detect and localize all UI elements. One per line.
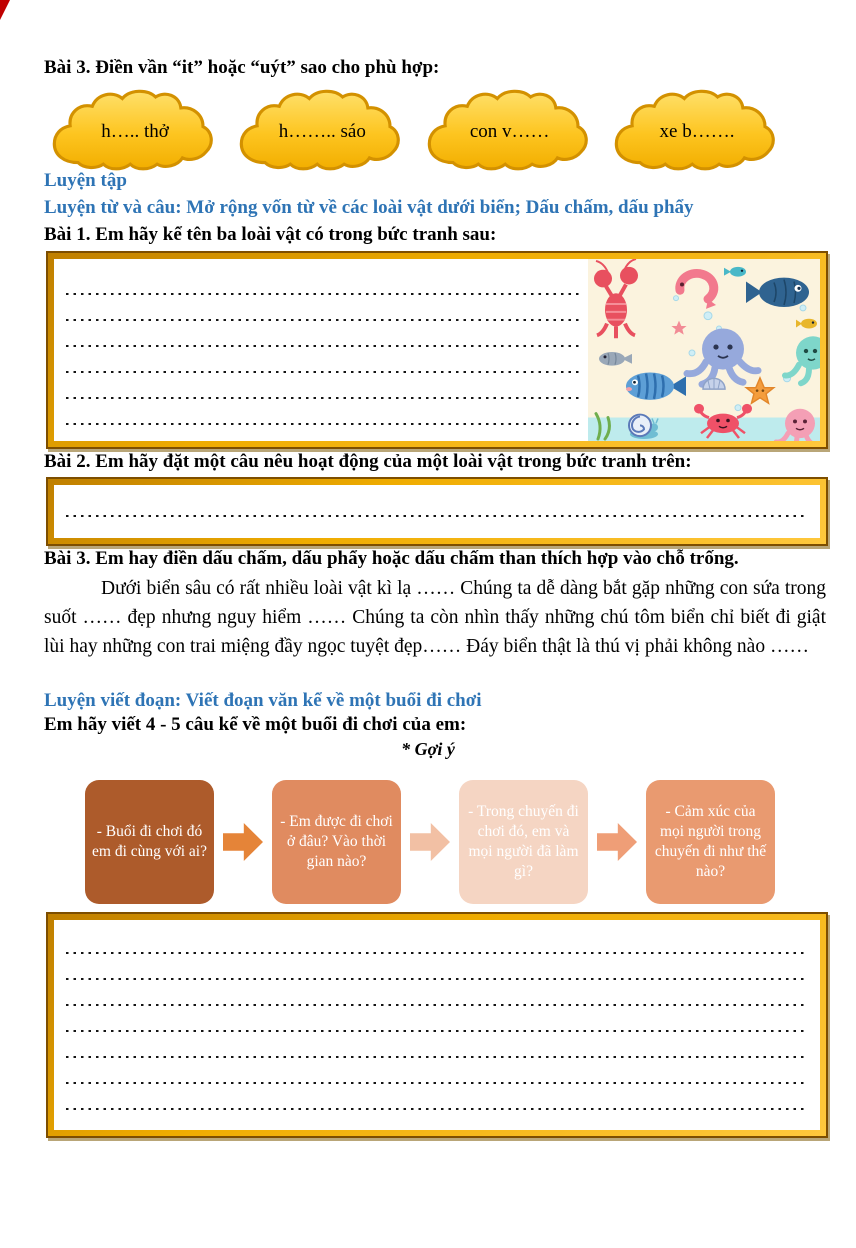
red-corner-decoration bbox=[0, 0, 10, 20]
bai2-writing-area[interactable] bbox=[54, 485, 820, 538]
heading-luyen-tap: Luyện tập bbox=[44, 170, 127, 191]
dotted-writing-line[interactable] bbox=[66, 1058, 808, 1084]
arrow-cell bbox=[214, 780, 272, 904]
dotted-writing-line[interactable] bbox=[66, 980, 808, 1006]
dotted-writing-line[interactable] bbox=[66, 1084, 808, 1110]
dotted-writing-line[interactable] bbox=[66, 954, 808, 980]
hint-label: * Gợi ý bbox=[401, 739, 455, 759]
dotted-writing-line[interactable] bbox=[66, 321, 582, 347]
dotted-writing-line[interactable] bbox=[66, 399, 582, 425]
cloud-fill-blank-4[interactable] bbox=[610, 86, 784, 172]
dotted-writing-line[interactable] bbox=[66, 269, 582, 295]
bai-viet-writing-area[interactable] bbox=[54, 920, 820, 1130]
cloud-label: h….. thở bbox=[101, 121, 169, 143]
hint-box-1: - Buổi đi chơi đó em đi cùng với ai? bbox=[85, 780, 214, 904]
dotted-writing-line[interactable] bbox=[66, 425, 582, 441]
bai3-punct-title: Bài 3. Em hay điền dấu chấm, dấu phẩy hoặc dấu chấm than thích hợp vào chỗ trống. bbox=[44, 548, 739, 569]
dotted-writing-line[interactable] bbox=[66, 491, 808, 517]
cloud-label: xe b……. bbox=[659, 121, 735, 143]
arrow-cell bbox=[401, 780, 459, 904]
bai1-title: Bài 1. Em hãy kể tên ba loài vật có trong bức tranh sau: bbox=[44, 224, 497, 245]
dotted-writing-line[interactable] bbox=[66, 347, 582, 373]
sea-animals-illustration bbox=[588, 259, 820, 441]
cloud-fill-blank-1[interactable] bbox=[48, 86, 222, 172]
bai1-writing-area[interactable] bbox=[54, 259, 588, 441]
dotted-writing-line[interactable] bbox=[66, 1110, 808, 1130]
bai-viet-answer-box bbox=[46, 912, 828, 1138]
arrow-right-icon bbox=[410, 823, 450, 861]
heading-luyen-viet-doan: Luyện viết đoạn: Viết đoạn văn kể về một buổi đi chơi bbox=[44, 690, 482, 711]
bai2-answer-box bbox=[46, 477, 828, 546]
arrow-right-icon bbox=[597, 823, 637, 861]
cloud-label: con v…… bbox=[469, 121, 550, 143]
arrow-cell bbox=[588, 780, 646, 904]
bai3-fill-title: Bài 3. Điền vần “it” hoặc “uýt” sao cho phù hợp: bbox=[44, 57, 440, 78]
bai2-title: Bài 2. Em hãy đặt một câu nêu hoạt động của một loài vật trong bức tranh trên: bbox=[44, 451, 692, 472]
dotted-writing-line[interactable] bbox=[66, 517, 808, 538]
dotted-writing-line[interactable] bbox=[66, 1006, 808, 1032]
sea-animals-icon bbox=[588, 259, 820, 441]
dotted-writing-line[interactable] bbox=[66, 928, 808, 954]
cloud-fill-blank-3[interactable] bbox=[423, 86, 597, 172]
hint-box-4: - Cảm xúc của mọi người trong chuyến đi như thế nào? bbox=[646, 780, 775, 904]
bai3-punct-paragraph: Dưới biển sâu có rất nhiều loài vật kì lạ …… Chúng ta dễ dàng bắt gặp những con sứa trong suốt …… đẹp nhưng nguy hiểm …… Chúng ta còn nhìn thấy những chú tôm biển chỉ biết đi giật lùi hay những con trai miệng đầy ngọc tuyệt đẹp…… Đáy biển thật là thú vị phải không nào …… bbox=[44, 578, 826, 657]
dotted-writing-line[interactable] bbox=[66, 1032, 808, 1058]
cloud-fill-blank-2[interactable] bbox=[235, 86, 409, 172]
dotted-writing-line[interactable] bbox=[66, 295, 582, 321]
hint-box-2: - Em được đi chơi ở đâu? Vào thời gian nào? bbox=[272, 780, 401, 904]
dotted-writing-line[interactable] bbox=[66, 373, 582, 399]
arrow-right-icon bbox=[223, 823, 263, 861]
clouds-row bbox=[48, 86, 784, 172]
hint-box-3: - Trong chuyến đi chơi đó, em và mọi người đã làm gì? bbox=[459, 780, 588, 904]
hint-row bbox=[85, 780, 775, 904]
bai-viet-title: Em hãy viết 4 - 5 câu kể về một buổi đi chơi của em: bbox=[44, 714, 467, 735]
heading-luyen-tu-cau: Luyện từ và câu: Mở rộng vốn từ về các loài vật dưới biển; Dấu chấm, dấu phẩy bbox=[44, 197, 694, 218]
cloud-label: h…….. sáo bbox=[278, 121, 366, 143]
bai1-answer-box bbox=[46, 251, 828, 449]
